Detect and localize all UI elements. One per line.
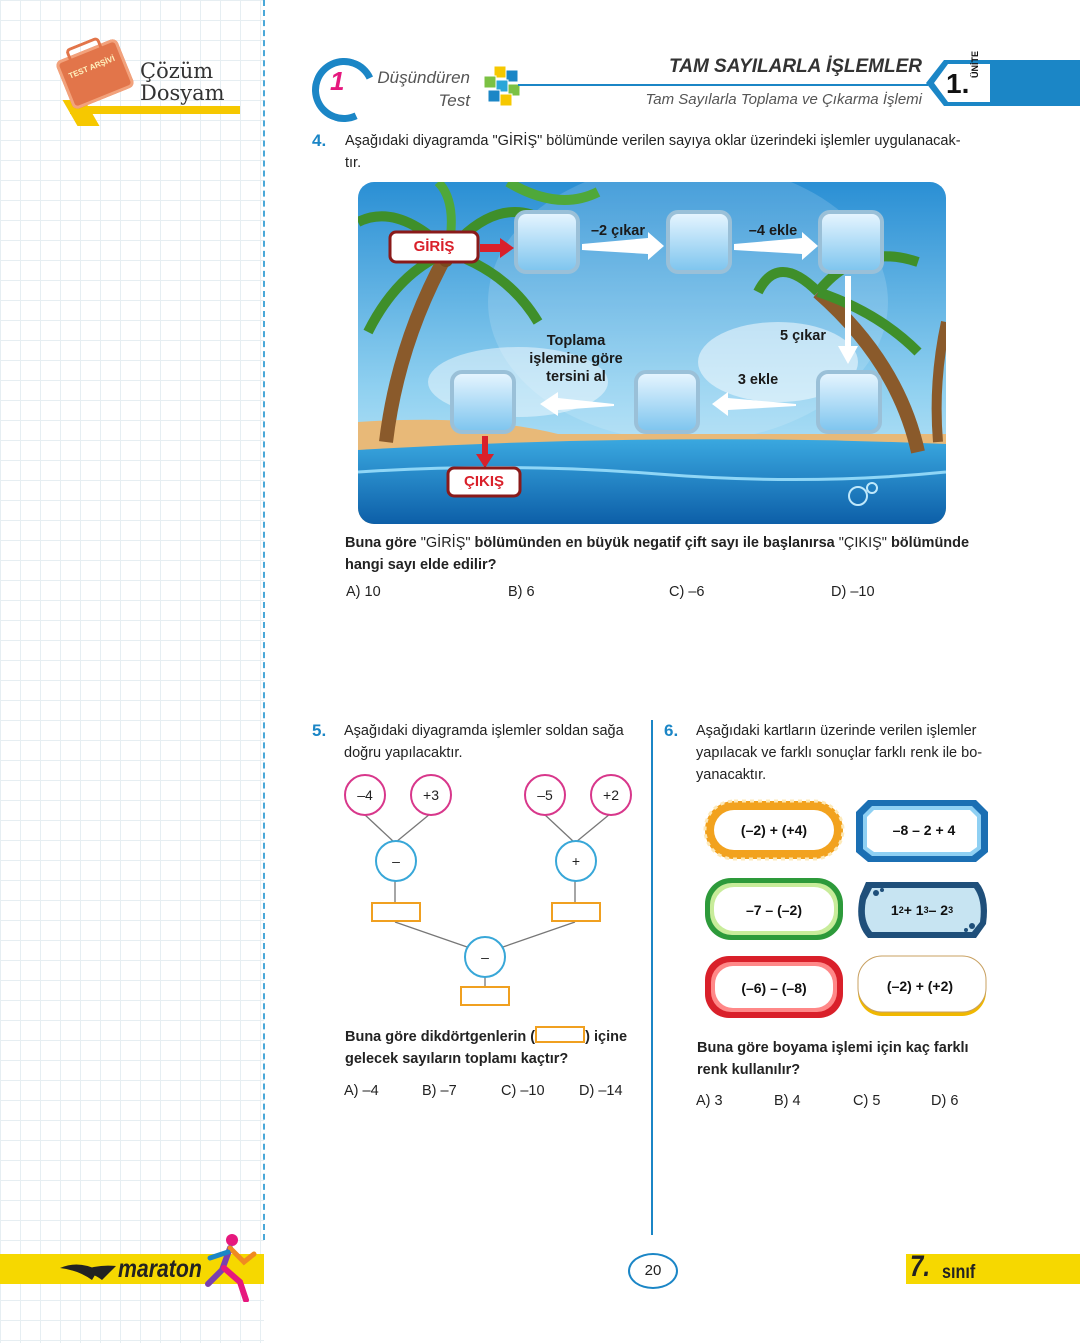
- test-number: 1: [330, 66, 345, 96]
- q4-option-c[interactable]: C) –6: [669, 584, 705, 600]
- logo-title: Çözüm Dosyam: [140, 59, 225, 105]
- card-4: 1 2 + 1 3 – 2 3: [890, 902, 954, 918]
- test-label: Düşündüren Test: [377, 68, 470, 110]
- page-number: 20: [628, 1253, 678, 1289]
- margin-divider: [263, 0, 265, 1240]
- op-add-3: 3 ekle: [737, 372, 779, 388]
- card-3: –7 – (–2): [745, 902, 803, 918]
- q4-number: 4.: [312, 131, 327, 150]
- inline-rect: [535, 1026, 585, 1043]
- q5-stem: Aşağıdaki diyagramda işlemler soldan sağa doğru yapılacaktır.: [344, 723, 624, 761]
- output-label: ÇIKIŞ: [463, 473, 504, 490]
- column-divider: [651, 720, 653, 1235]
- q6-question: Buna göre boyama işlemi için kaç farklı renk kullanılır?: [697, 1040, 969, 1078]
- q4-option-d[interactable]: D) –10: [831, 584, 875, 600]
- brand-wings-icon: [58, 1258, 118, 1282]
- header-rule: [518, 84, 928, 86]
- unit-title: TAM SAYILARLA İŞLEMLER: [669, 56, 922, 77]
- q4-stem: Aşağıdaki diyagramda "GİRİŞ" bölümünde verilen sayıya oklar üzerindeki işlemler uygulanacak- tır.: [345, 133, 961, 171]
- card-5: (–6) – (–8): [741, 980, 807, 996]
- q6-number: 6.: [664, 721, 679, 740]
- op-node-plus-right: +: [555, 840, 597, 882]
- q4-question: Buna göre "GİRİŞ" bölümünden en büyük negatif çift sayı ile başlanırsa "ÇIKIŞ" bölümünde hangi sayı elde edilir?: [345, 535, 970, 573]
- answer-rect-left: [371, 902, 421, 922]
- folder-label: TEST ARŞİVİ: [67, 53, 117, 81]
- q5-option-b[interactable]: B) –7: [422, 1083, 457, 1099]
- op-node-minus-bottom: –: [464, 936, 506, 978]
- q5-option-d[interactable]: D) –14: [579, 1083, 623, 1099]
- logo-underline: [70, 106, 240, 114]
- q6-option-a[interactable]: A) 3: [696, 1093, 723, 1109]
- q6-stem: Aşağıdaki kartların üzerinde verilen işlemler yapılacak ve farklı sonuçlar farklı renk ile bo- yanacaktır.: [696, 723, 983, 783]
- q5-option-a[interactable]: A) –4: [344, 1083, 379, 1099]
- unit-badge: [922, 51, 1080, 108]
- unit-subtitle: Tam Sayılarla Toplama ve Çıkarma İşlemi: [645, 91, 922, 108]
- op-add-neg4: –4 ekle: [748, 223, 798, 239]
- footer-bar-right: [906, 1254, 1080, 1284]
- grade-number: 7.: [910, 1250, 931, 1283]
- unit-word: ÜNİTE: [970, 51, 980, 78]
- leaf-pos3: +3: [410, 774, 452, 816]
- leaf-neg4: –4: [344, 774, 386, 816]
- op-additive-inverse: Toplama işlemine göre tersini al: [529, 333, 623, 385]
- leaf-pos2: +2: [590, 774, 632, 816]
- cubes-icon: [480, 64, 524, 108]
- answer-rect-right: [551, 902, 601, 922]
- q6-option-c[interactable]: C) 5: [853, 1093, 881, 1109]
- q5-question: Buna göre dikdörtgenlerin ( ) içine gelecek sayıların toplamı kaçtır?: [345, 1026, 645, 1070]
- card-1: (–2) + (+4): [740, 822, 808, 838]
- unit-number: 1.: [946, 68, 970, 99]
- card-6: (–2) + (+2): [886, 978, 954, 994]
- q5-number: 5.: [312, 721, 327, 740]
- op-subtract-5: 5 çıkar: [780, 328, 826, 344]
- q5-option-c[interactable]: C) –10: [501, 1083, 545, 1099]
- q4-option-b[interactable]: B) 6: [508, 584, 535, 600]
- answer-rect-bottom: [460, 986, 510, 1006]
- grade-word: sınıf: [942, 1262, 976, 1283]
- input-label: GİRİŞ: [413, 238, 455, 255]
- op-node-minus-left: –: [375, 840, 417, 882]
- op-subtract-neg2: –2 çıkar: [590, 223, 646, 239]
- leaf-neg5: –5: [524, 774, 566, 816]
- card-2: –8 – 2 + 4: [892, 822, 956, 838]
- runner-icon: [200, 1232, 260, 1302]
- brand-name: maraton: [118, 1255, 202, 1283]
- q6-option-b[interactable]: B) 4: [774, 1093, 801, 1109]
- q6-option-d[interactable]: D) 6: [931, 1093, 959, 1109]
- grid-margin: [0, 0, 264, 1343]
- q4-option-a[interactable]: A) 10: [346, 584, 381, 600]
- q4-diagram: [358, 182, 946, 524]
